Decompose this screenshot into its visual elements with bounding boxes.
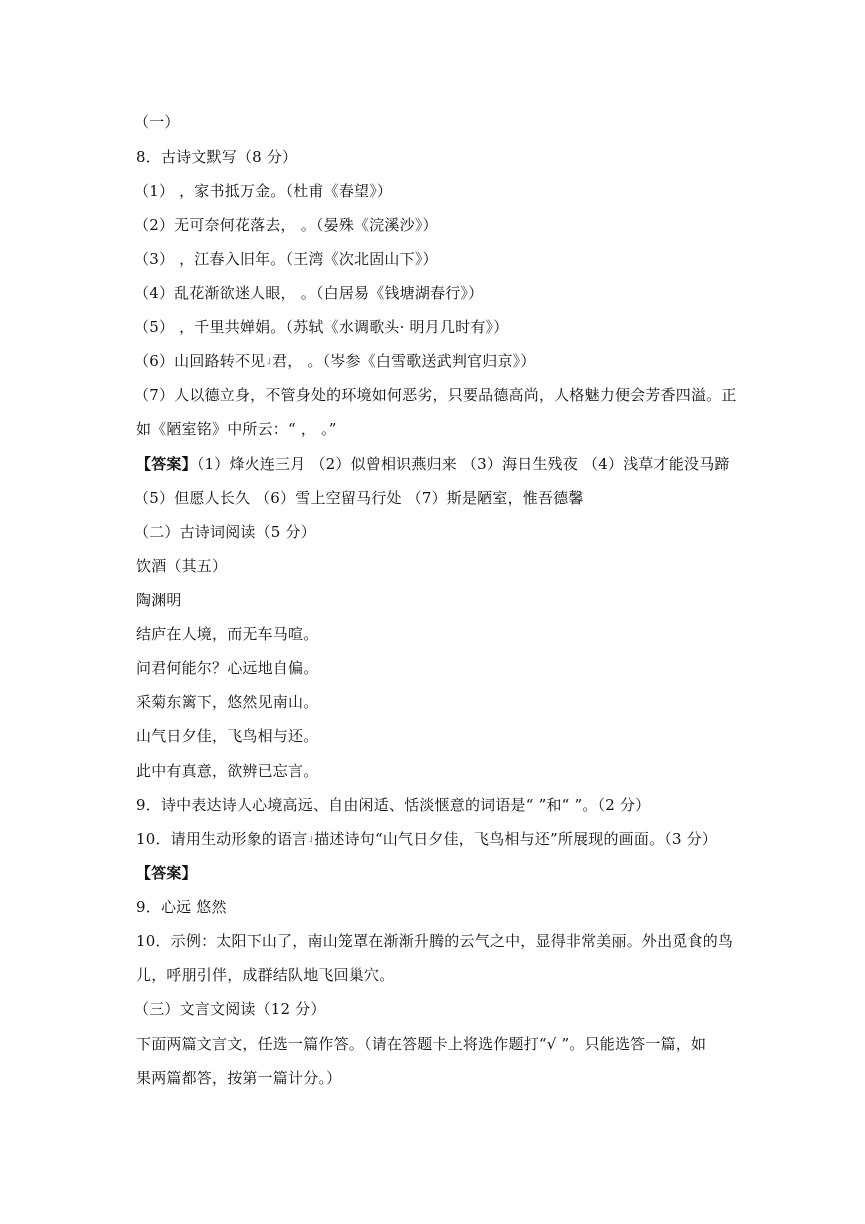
q8-item-7-line-2: 如《陋室铭》中所云：“ ， 。”: [136, 420, 337, 438]
q8-item-6-part-b: 君， 。（岑参《白雪歌送武判官归京》）: [272, 352, 536, 370]
answer-9: 9．心远 悠然: [136, 898, 227, 916]
poem-title: 饮酒（其五）: [136, 557, 228, 575]
q8-item-2: （2）无可奈何花落去， 。（晏殊《浣溪沙》）: [134, 216, 438, 234]
question-10: [136, 829, 745, 850]
poem-line-2: 问君何能尔？心远地自偏。: [136, 659, 319, 677]
poem-line-3: 采菊东篱下，悠然见南山。: [136, 693, 319, 711]
poem-author: 陶渊明: [136, 591, 182, 609]
q8-item-7-line-1: （7）人以德立身，不管身处的环境如何恶劣，只要品德高尚，人格魅力便会芳香四溢。正: [134, 386, 737, 404]
question-10-part-b: 描述诗句“山气日夕佳，飞鸟相与还”所展现的画面。（3 分）: [314, 830, 718, 848]
q8-item-1: （1） ，家书抵万金。（杜甫《春望》）: [134, 182, 393, 200]
section-three-heading: （三）文言文阅读（12 分）: [134, 1000, 326, 1018]
answer-8-line-2: （5）但愿人长久 （6）雪上空留马行处 （7）斯是陋室，惟吾德馨: [134, 489, 584, 507]
q8-item-5: （5） ，千里共婵娟。（苏轼《水调歌头· 明月几时有》）: [134, 318, 509, 336]
poem-line-1: 结庐在人境，而无车马喧。: [136, 625, 319, 643]
instruction-line-1: 下面两篇文言文，任选一篇作答。（请在答题卡上将选作题打“√ ”。只能选答一篇，如: [136, 1035, 707, 1053]
question-9: 9．诗中表达诗人心境高远、自由闲适、恬淡惬意的词语是“ ”和“ ”。（2 分）: [136, 796, 651, 814]
answer-label: 【答案】: [136, 455, 197, 473]
section-two-heading: （二）古诗词阅读（5 分）: [134, 523, 316, 541]
stray-mark-icon: ˩: [266, 357, 271, 367]
answer-8-text: （1）烽火连三月 （2）似曾相识燕归来 （3）海日生残夜 （4）浅草才能没马蹄: [196, 455, 730, 473]
q8-item-6: [134, 351, 745, 372]
q8-item-4: （4）乱花渐欲迷人眼， 。（白居易《钱塘湖春行》）: [134, 284, 484, 302]
section-one-heading: （一）: [134, 113, 180, 131]
answer-10-line-1: 10．示例：太阳下山了，南山笼罩在渐渐升腾的云气之中，显得非常美丽。外出觅食的鸟: [136, 932, 734, 950]
answer-8-line-1: [136, 454, 745, 474]
instruction-line-2: 果两篇都答，按第一篇计分。）: [136, 1069, 342, 1087]
question-10-part-a: 10．请用生动形象的语言: [136, 830, 308, 848]
q8-item-6-part-a: （6）山回路转不见: [134, 352, 266, 370]
stray-mark-icon: ˩: [308, 835, 314, 845]
answer-10-line-2: 儿，呼朋引伴，成群结队地飞回巢穴。: [136, 966, 395, 984]
question-8-heading: 8．古诗文默写（8 分）: [136, 148, 298, 166]
answer-label: 【答案】: [136, 864, 197, 882]
poem-line-5: 此中有真意，欲辨已忘言。: [136, 762, 319, 780]
poem-line-4: 山气日夕佳，飞鸟相与还。: [136, 727, 319, 745]
q8-item-3: （3） ，江春入旧年。（王湾《次北固山下》）: [134, 250, 438, 268]
